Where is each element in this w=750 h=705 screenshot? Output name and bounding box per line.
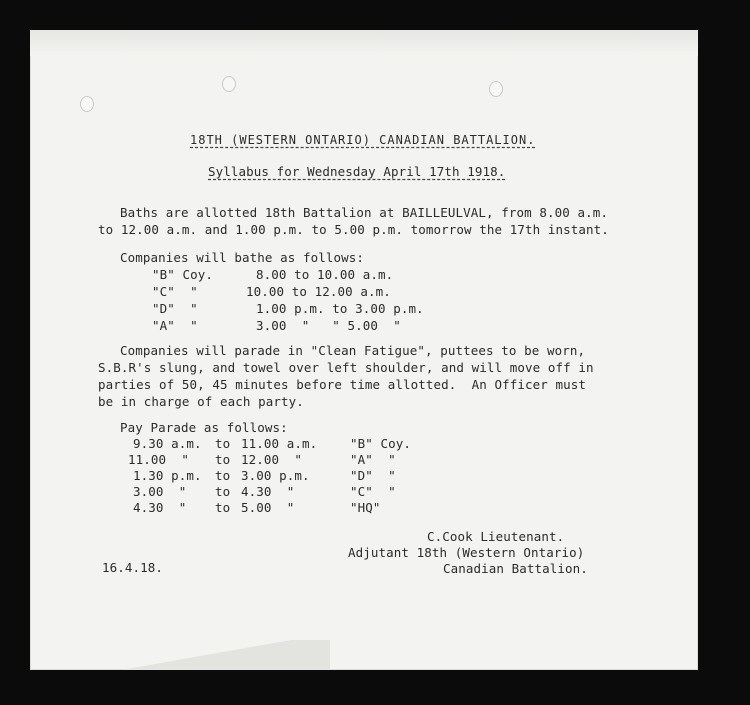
pay-row-to-word: to — [215, 468, 231, 483]
pay-row-to-word: to — [215, 484, 231, 499]
bath-row-time: 10.00 to 12.00 a.m. — [246, 284, 391, 299]
punch-hole-left — [80, 96, 94, 112]
pay-row-to: 3.00 p.m. — [241, 468, 310, 483]
pay-row-to: 4.30 " — [241, 484, 295, 499]
parade-line-3: parties of 50, 45 minutes before time allotted. An Officer must — [98, 377, 587, 392]
signature-title: Adjutant 18th (Western Ontario) — [348, 545, 585, 560]
bath-row-company: "B" Coy. — [152, 267, 214, 282]
pay-row-unit: "B" Coy. — [350, 436, 412, 451]
pay-row-to-word: to — [215, 436, 231, 451]
bath-row-company: "D" " — [152, 301, 198, 316]
document-subheading: Syllabus for Wednesday April 17th 1918. — [208, 164, 506, 179]
pay-row-to: 11.00 a.m. — [241, 436, 318, 451]
pay-row-to-word: to — [215, 500, 231, 515]
intro-line-1: Baths are allotted 18th Battalion at BAILLEULVAL, from 8.00 a.m. — [120, 205, 609, 220]
parade-line-1: Companies will parade in "Clean Fatigue", puttees to be worn, — [120, 343, 586, 358]
pay-row-unit: "D" " — [350, 468, 396, 483]
parade-line-4: be in charge of each party. — [98, 394, 304, 409]
bath-row-company: "A" " — [152, 318, 198, 333]
intro-line-2: to 12.00 a.m. and 1.00 p.m. to 5.00 p.m. tomorrow the 17th instant. — [98, 222, 609, 237]
document-heading: 18TH (WESTERN ONTARIO) CANADIAN BATTALION. — [190, 133, 536, 147]
pay-row-to: 5.00 " — [241, 500, 295, 515]
pay-row-to: 12.00 " — [241, 452, 303, 467]
baths-title: Companies will bathe as follows: — [120, 250, 365, 265]
pay-row-from: 3.00 " — [133, 484, 187, 499]
pay-row-to-word: to — [215, 452, 231, 467]
pay-row-from: 11.00 " — [128, 452, 190, 467]
pay-row-unit: "C" " — [350, 484, 396, 499]
bath-row-time: 1.00 p.m. to 3.00 p.m. — [256, 301, 424, 316]
punch-hole-center — [222, 76, 236, 92]
pay-title: Pay Parade as follows: — [120, 420, 288, 435]
document-date: 16.4.18. — [102, 560, 164, 575]
pay-row-from: 9.30 a.m. — [133, 436, 202, 451]
bath-row-time: 8.00 to 10.00 a.m. — [256, 267, 394, 282]
signature-name: C.Cook Lieutenant. — [427, 529, 565, 544]
parade-line-2: S.B.R's slung, and towel over left shoulder, and will move off in — [98, 360, 594, 375]
paper-curl — [30, 640, 330, 670]
paper-sheet — [30, 30, 698, 670]
pay-row-from: 4.30 " — [133, 500, 187, 515]
pay-row-unit: "HQ" — [350, 500, 381, 515]
bath-row-time: 3.00 " " 5.00 " — [256, 318, 401, 333]
punch-hole-right — [489, 81, 503, 97]
bath-row-company: "C" " — [152, 284, 198, 299]
pay-row-from: 1.30 p.m. — [133, 468, 202, 483]
pay-row-unit: "A" " — [350, 452, 396, 467]
signature-unit: Canadian Battalion. — [443, 561, 588, 576]
